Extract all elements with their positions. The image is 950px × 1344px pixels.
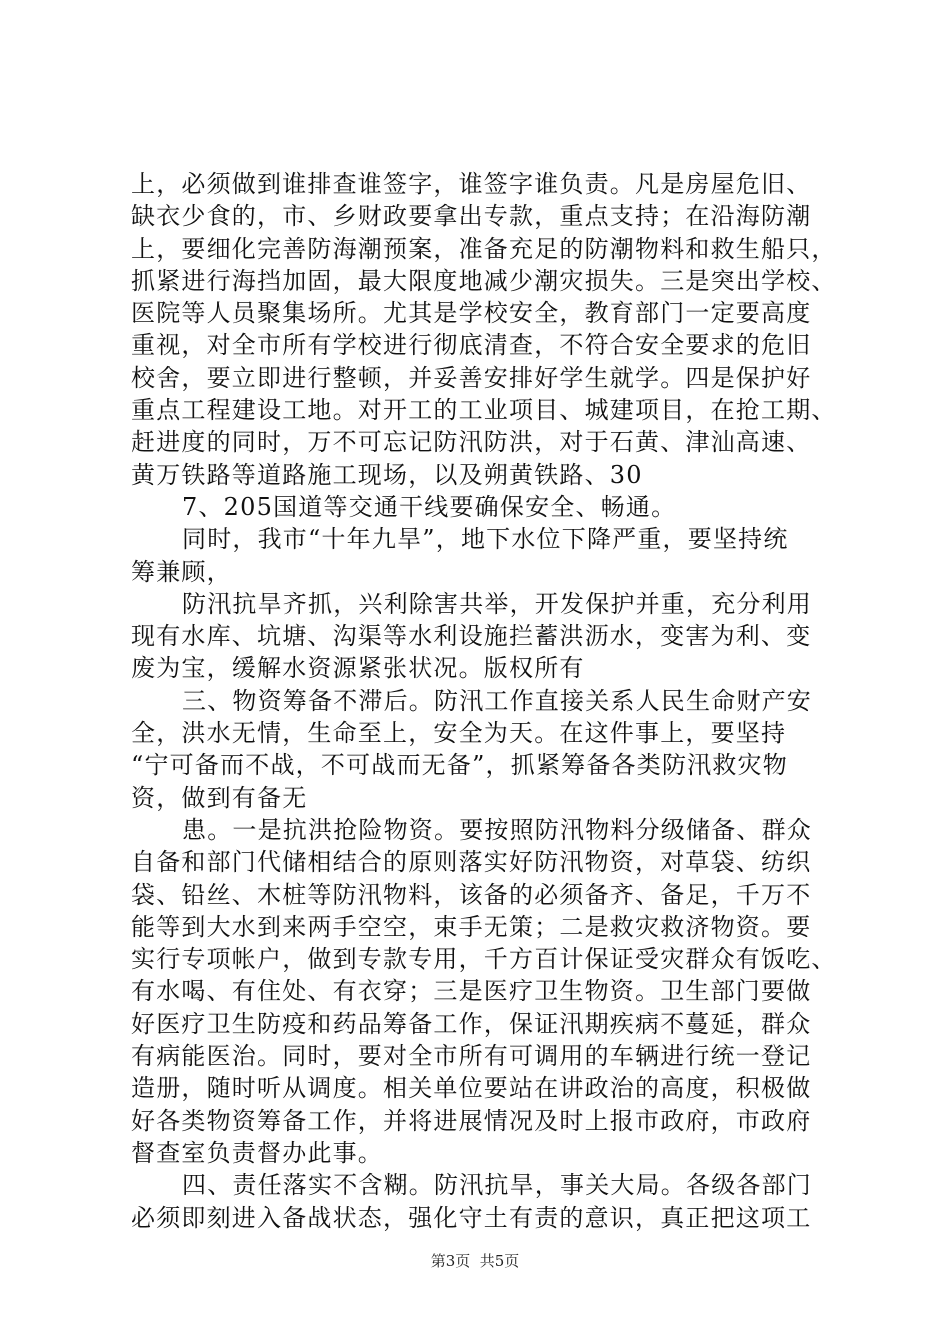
text-line: 缺衣少食的，市、乡财政要拿出专款，重点支持；在沿海防潮 — [131, 202, 812, 231]
text-line: 医院等人员聚集场所。尤其是学校安全，教育部门一定要高度 — [131, 299, 812, 328]
text-line: 重视，对全市所有学校进行彻底清查，不符合安全要求的危旧 — [131, 331, 812, 360]
document-body — [131, 168, 837, 1234]
page-footer: 第3页 共5页 — [430, 1252, 520, 1270]
text-line: 好各类物资筹备工作，并将进展情况及时上报市政府，市政府 — [131, 1106, 812, 1135]
text-line: 抓紧进行海挡加固，最大限度地减少潮灾损失。三是突出学校、 — [131, 266, 837, 295]
text-line: 有水喝、有住处、有衣穿；三是医疗卫生物资。卫生部门要做 — [131, 977, 812, 1006]
text-line: 督查室负责督办此事。 — [131, 1138, 383, 1167]
paragraph-start: 防汛抗旱齐抓，兴利除害共举，开发保护并重，充分利用 — [182, 589, 812, 618]
text-line: 上，必须做到谁排查谁签字，谁签字谁负责。凡是房屋危旧、 — [131, 170, 812, 198]
paragraph-start: 四、责任落实不含糊。防汛抗旱，事关大局。各级各部门 — [182, 1171, 812, 1200]
text-line: 好医疗卫生防疫和药品筹备工作，保证汛期疾病不蔓延，群众 — [131, 1009, 812, 1038]
text-line: 全，洪水无情，生命至上，安全为天。在这件事上，要坚持 — [131, 719, 787, 748]
text-line: 资，做到有备无 — [131, 783, 308, 812]
text-line: 袋、铅丝、木桩等防汛物料，该备的必须备齐、备足，千万不 — [131, 880, 812, 909]
text-line: 上，要细化完善防海潮预案，准备充足的防潮物料和救生船只， — [131, 234, 837, 263]
text-line: 赶进度的同时，万不可忘记防汛防洪，对于石黄、津汕高速、 — [131, 428, 812, 457]
text-line: 重点工程建设工地。对开工的工业项目、城建项目，在抢工期、 — [131, 396, 837, 425]
text-line: 废为宝，缓解水资源紧张状况。版权所有 — [131, 654, 585, 683]
paragraph-start: 患。一是抗洪抢险物资。要按照防汛物料分级储备、群众 — [182, 815, 812, 844]
text-line: “宁可备而不战，不可战而无备”，抓紧筹备各类防汛救灾物 — [131, 751, 788, 780]
text-line: 实行专项帐户，做到专款专用，千方百计保证受灾群众有饭吃、 — [131, 945, 837, 974]
text-line: 能等到大水到来两手空空，束手无策；二是救灾救济物资。要 — [131, 912, 812, 941]
text-line: 黄万铁路等道路施工现场，以及朔黄铁路、30 — [131, 460, 643, 489]
text-line: 校舍，要立即进行整顿，并妥善安排好学生就学。四是保护好 — [131, 363, 812, 392]
text-line: 造册，随时听从调度。相关单位要站在讲政治的高度，积极做 — [131, 1074, 812, 1103]
text-line: 自备和部门代储相结合的原则落实好防汛物资，对草袋、纺织 — [131, 848, 812, 877]
text-line: 现有水库、坑塘、沟渠等水利设施拦蓄洪沥水，变害为利、变 — [131, 622, 812, 651]
text-line: 筹兼顾， — [131, 557, 232, 586]
paragraph-start: 7、205国道等交通干线要确保安全、畅通。 — [182, 492, 677, 521]
paragraph-start: 同时，我市“十年九旱”，地下水位下降严重，要坚持统 — [182, 525, 789, 554]
text-line: 必须即刻进入备战状态，强化守土有责的意识，真正把这项工 — [131, 1203, 812, 1232]
text-line: 有病能医治。同时，要对全市所有可调用的车辆进行统一登记 — [131, 1042, 812, 1071]
paragraph-start: 三、物资筹备不滞后。防汛工作直接关系人民生命财产安 — [182, 686, 812, 715]
